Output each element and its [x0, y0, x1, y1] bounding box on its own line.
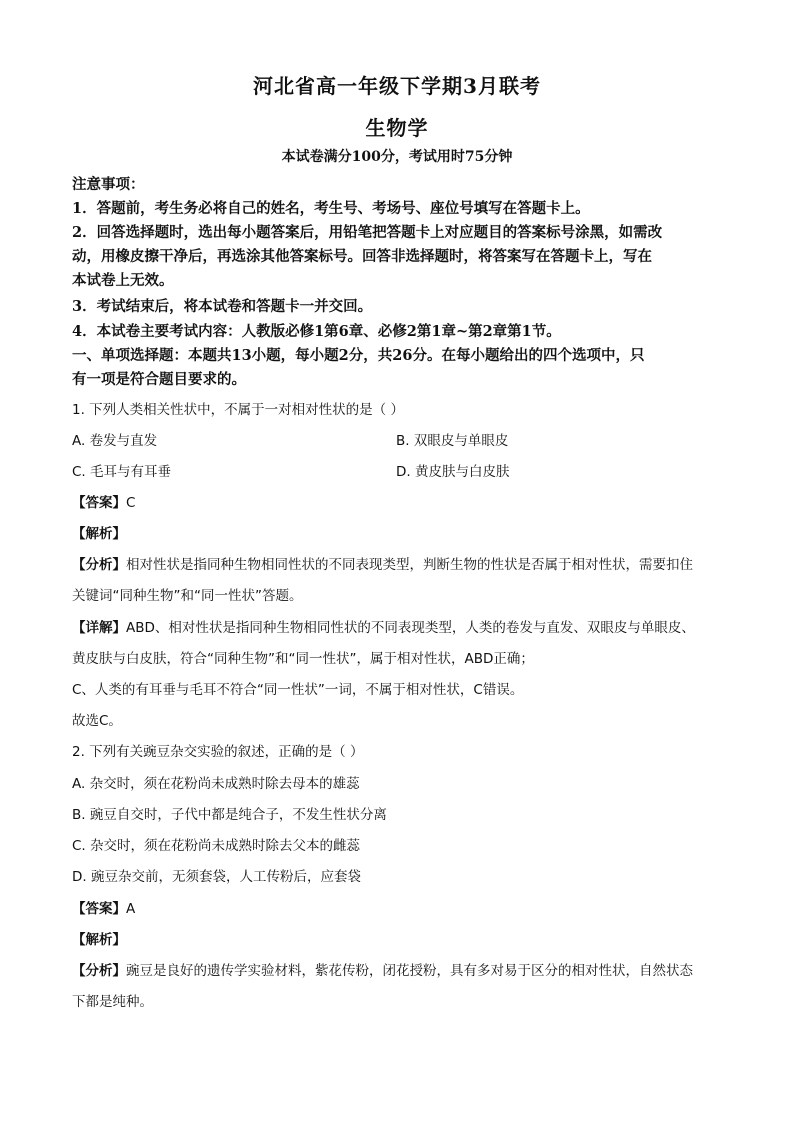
fenxi-tag: 【分析】 [72, 963, 126, 979]
xiangjie-tag: 【详解】 [72, 620, 126, 636]
q1-analysis-heading: 【解析】 [72, 526, 126, 542]
q1-answer-value: C [126, 495, 136, 511]
q1-option-b: B. 双眼皮与单眼皮 [396, 433, 509, 449]
note-2-line-3: 本试卷上无效。 [72, 272, 174, 289]
q2-option-d: D. 豌豆杂交前，无须套袋，人工传粉后，应套袋 [72, 869, 361, 885]
q1-xiangjie-line-1 [72, 616, 724, 636]
note-1: 1．答题前，考生务必将自己的姓名，考生号、考场号、座位号填写在答题卡上。 [72, 200, 590, 217]
fenxi-tag: 【分析】 [72, 557, 126, 573]
q1-conclusion: 故选C。 [72, 713, 122, 729]
exam-info: 本试卷满分100分，考试用时75分钟 [281, 149, 513, 165]
answer-tag: 【答案】 [72, 901, 126, 917]
q1-option-c: C. 毛耳与有耳垂 [72, 464, 172, 480]
q2-answer-line [72, 897, 724, 917]
q2-option-a: A. 杂交时，须在花粉尚未成熟时除去母本的雄蕊 [72, 776, 360, 792]
note-3: 3．考试结束后，将本试卷和答题卡一并交回。 [72, 298, 373, 315]
q1-xiangjie-text-1: ABD、相对性状是指同种生物相同性状的不同表现类型，人类的卷发与直发、双眼皮与单眼皮、 [126, 620, 695, 636]
q2-fenxi-line-2: 下都是纯种。 [72, 994, 153, 1010]
q1-answer-line [72, 491, 724, 511]
q2-fenxi-line-1 [72, 959, 724, 979]
q1-option-d: D. 黄皮肤与白皮肤 [396, 464, 510, 480]
subject-title: 生物学 [365, 116, 429, 140]
q1-option-a: A. 卷发与直发 [72, 433, 158, 449]
q2-answer-value: A [126, 901, 136, 917]
q1-fenxi-line-2: 关键词“同种生物”和“同一性状”答题。 [72, 588, 303, 604]
q1-xiangjie-line-2: 黄皮肤与白皮肤，符合“同种生物”和“同一性状”，属于相对性状，ABD正确； [72, 651, 534, 667]
q2-fenxi-text-1: 豌豆是良好的遗传学实验材料，紫花传粉，闭花授粉，具有多对易于区分的相对性状，自然状态 [126, 963, 693, 979]
q2-stem: 2. 下列有关豌豆杂交实验的叙述，正确的是（ ） [72, 744, 364, 760]
section-heading-line-2: 有一项是符合题目要求的。 [72, 371, 246, 388]
exam-title: 河北省高一年级下学期3月联考 [253, 74, 541, 98]
q2-option-c: C. 杂交时，须在花粉尚未成熟时除去父本的雌蕊 [72, 838, 361, 854]
q1-fenxi-text-1: 相对性状是指同种生物相同性状的不同表现类型，判断生物的性状是否属于相对性状，需要扣住 [126, 557, 693, 573]
q2-analysis-heading: 【解析】 [72, 932, 126, 948]
note-4: 4．本试卷主要考试内容：人教版必修1第6章、必修2第1章~第2章第1节。 [72, 323, 561, 340]
note-2-line-1: 2．回答选择题时，选出每小题答案后，用铅笔把答题卡上对应题目的答案标号涂黑，如需改 [72, 224, 663, 241]
note-2-line-2: 动，用橡皮擦干净后，再选涂其他答案标号。回答非选择题时，将答案写在答题卡上，写在 [72, 248, 652, 265]
notes-heading: 注意事项： [72, 176, 145, 193]
section-heading-line-1: 一、单项选择题：本题共13小题，每小题2分，共26分。在每小题给出的四个选项中，只 [72, 347, 645, 364]
answer-tag: 【答案】 [72, 495, 126, 511]
q2-option-b: B. 豌豆自交时，子代中都是纯合子，不发生性状分离 [72, 807, 387, 823]
q1-stem: 1. 下列人类相关性状中，不属于一对相对性状的是（ ） [72, 402, 404, 418]
q1-fenxi-line-1 [72, 553, 724, 573]
q1-xiangjie-line-3: C、人类的有耳垂与毛耳不符合“同一性状”一词，不属于相对性状，C错误。 [72, 682, 524, 698]
